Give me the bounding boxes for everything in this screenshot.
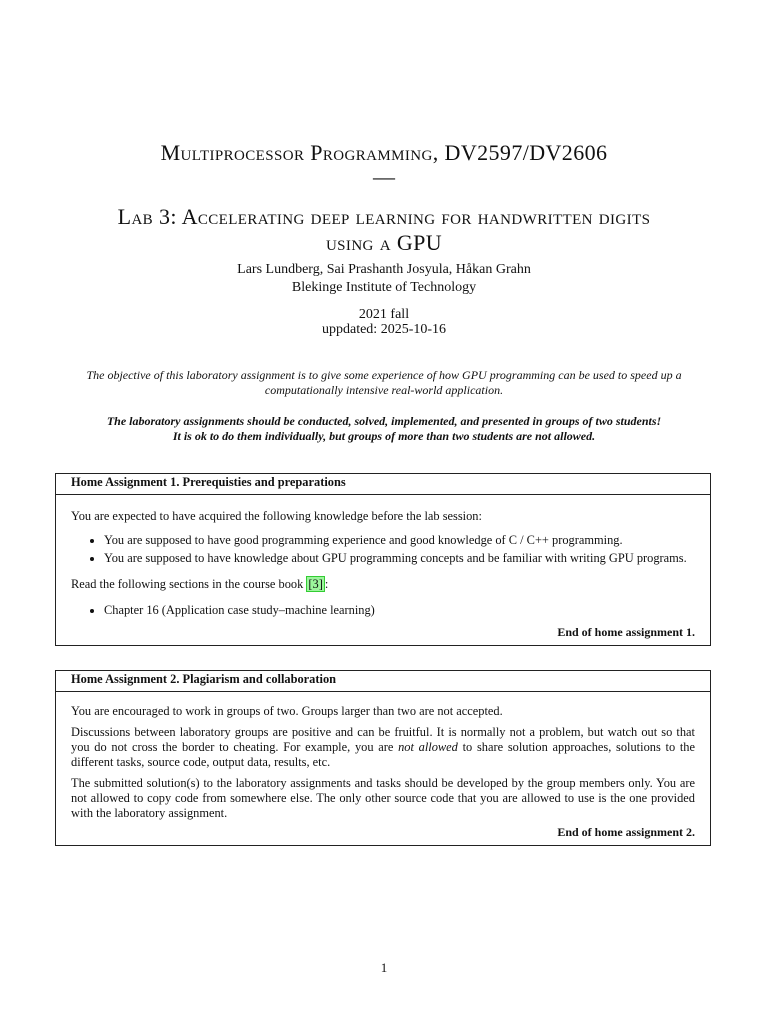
- list-item: • You are supposed to have good programming experience and good knowledge of C / C++ programming.: [104, 533, 695, 548]
- lab-title-line1: Lab 3: Accelerating deep learning for handwritten digits: [117, 204, 651, 229]
- policy-line2: It is ok to do them individually, but groups of more than two students are not allowed.: [172, 429, 596, 443]
- policy-line1: The laboratory assignments should be conducted, solved, implemented, and presented in groups of two students!: [106, 414, 662, 428]
- authors: Lars Lundberg, Sai Prashanth Josyula, Håkan Grahn: [237, 262, 531, 277]
- list-item: • Chapter 16 (Application case study–machine learning): [104, 603, 695, 618]
- prerequisite-list: [71, 533, 695, 566]
- objective-text: The objective of this laboratory assignment is to give some experience of how GPU programming can be used to speed up a computationally intensive real-world application.: [86, 368, 682, 397]
- text-span: Discussions between laboratory groups are positive and can be fruitful. It is normally not a problem, but watch out so that you do not cross the border to cheating. For example, you are: [71, 725, 695, 754]
- author-block: [40, 261, 728, 297]
- paragraph: [71, 725, 695, 770]
- home-assignment-1-title: Home Assignment 1. Prerequisties and preparations: [56, 474, 710, 495]
- text-span: to share solution approaches, solutions to the different tasks, source code, output data, results, etc.: [71, 740, 695, 769]
- paragraph: You are encouraged to work in groups of two. Groups larger than two are not accepted.: [71, 704, 503, 718]
- group-policy: [60, 414, 708, 444]
- home-assignment-2-end: End of home assignment 2.: [557, 825, 695, 839]
- title-separator: —: [373, 164, 395, 189]
- document-title: [40, 140, 728, 256]
- home-assignment-2-title: Home Assignment 2. Plagiarism and collaboration: [56, 671, 710, 692]
- term: 2021 fall: [358, 307, 410, 322]
- emphasis-text: not allowed: [398, 740, 458, 754]
- home-assignment-1-end: End of home assignment 1.: [557, 625, 695, 639]
- reading-instruction: [71, 577, 695, 592]
- reading-suffix: :: [324, 577, 329, 591]
- page-number: 1: [380, 960, 388, 975]
- citation-link[interactable]: [3]: [308, 577, 323, 591]
- list-item: • You are supposed to have knowledge about GPU programming concepts and be familiar with writing GPU programs.: [104, 551, 695, 566]
- reading-prefix: Read the following sections in the course book: [71, 577, 307, 591]
- paragraph: The submitted solution(s) to the laboratory assignments and tasks should be developed by the group members only. You are not allowed to copy code from somewhere else. The only other source code that you are allowed to use is the one provided with the laboratory assignment.: [71, 776, 695, 820]
- course-title: Multiprocessor Programming, DV2597/DV2606: [160, 140, 608, 165]
- home-assignment-2-box: [55, 670, 711, 846]
- lab-title-line2: using a GPU: [325, 230, 443, 255]
- chapter-list: [71, 603, 695, 618]
- home-assignment-1-box: [55, 473, 711, 646]
- home-assignment-1-intro: You are expected to have acquired the following knowledge before the lab session:: [71, 509, 482, 523]
- date-block: [40, 307, 728, 337]
- updated-date: uppdated: 2025-10-16: [321, 322, 447, 337]
- institution: Blekinge Institute of Technology: [291, 280, 477, 295]
